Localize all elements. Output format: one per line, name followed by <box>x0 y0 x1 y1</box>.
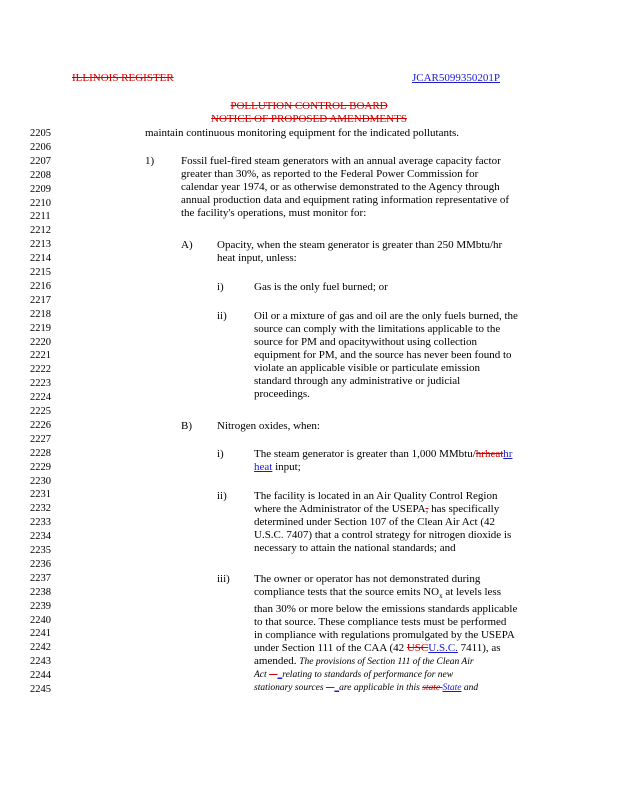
line-number: 2220 <box>30 336 51 348</box>
line-number: 2217 <box>30 294 51 306</box>
text-run: stationary sources <box>254 683 326 694</box>
line-number: 2224 <box>30 392 51 404</box>
item-b-iii-text <box>254 573 517 695</box>
item-1-text <box>181 155 509 220</box>
item-1-line: the facility's operations, must monitor for: <box>181 207 367 219</box>
text-run: 7407) that a control strategy for nitrogen dioxide is <box>283 529 512 541</box>
line-number: 2214 <box>30 253 51 265</box>
board-title: POLLUTION CONTROL BOARD <box>230 100 388 112</box>
deleted-text: , <box>425 503 429 515</box>
line-number: 2207 <box>30 155 51 167</box>
item-b-ii-label: ii) <box>217 490 227 502</box>
line-number: 2223 <box>30 378 51 390</box>
deleted-text: hrheat <box>475 448 504 460</box>
item-b-text: Nitrogen oxides, when: <box>217 420 320 432</box>
register-title: ILLINOIS REGISTER <box>72 72 174 84</box>
line-number: 2242 <box>30 642 51 654</box>
inserted-text: heat <box>254 461 273 473</box>
text-run: amended. <box>254 655 300 668</box>
item-a-ii-line: source for PM and opacitywithout using collection <box>254 336 478 348</box>
item-1-line: annual production data and equipment rating information representative of <box>181 194 510 206</box>
text-line: than 30% or more below the emissions standards applicable <box>254 603 518 616</box>
text-run: relating to standards of performance for new <box>282 670 454 681</box>
line-number: 2230 <box>30 475 51 487</box>
text-line: The facility is located in an Air Quality Control Region <box>254 490 498 502</box>
text-run: input; <box>272 461 301 473</box>
line-number: 2211 <box>30 211 51 223</box>
item-b-label: B) <box>181 420 192 432</box>
line-number: 2229 <box>30 461 51 473</box>
item-a-ii-line: source can comply with the limitations applicable to the <box>254 323 501 335</box>
notice-title: NOTICE OF PROPOSED AMENDMENTS <box>211 113 407 125</box>
line-number: 2228 <box>30 447 51 459</box>
line-number: 2210 <box>30 197 51 209</box>
inserted-text: hr <box>503 448 513 460</box>
deleted-text: state <box>422 683 443 694</box>
item-a-text <box>217 239 502 265</box>
line-number: 2215 <box>30 267 51 278</box>
line-number: 2219 <box>30 322 51 334</box>
inserted-text: State <box>442 683 462 694</box>
item-1-line: calendar year 1974, or as otherwise demonstrated to the Agency through <box>181 181 500 193</box>
line-number: 2222 <box>30 364 51 376</box>
text-line: determined under Section 107 of the Clean Air Act (42 <box>254 516 496 528</box>
line-number: 2244 <box>30 670 51 682</box>
line-number: 2208 <box>30 169 51 181</box>
text-line: to that source. These compliance tests must be performed <box>254 616 507 629</box>
item-b-iii-label: iii) <box>217 573 230 585</box>
line-number: 2213 <box>30 239 51 251</box>
item-a-ii-line: Oil or a mixture of gas and oil are the only fuels burned, the <box>254 310 518 322</box>
text-line: in compliance with regulations promulgated by the USEPA <box>254 629 515 642</box>
item-a-line: heat input, unless: <box>217 252 297 264</box>
line-number: 2205 <box>30 128 51 139</box>
text-run: compliance tests that the source emits NO <box>254 586 440 598</box>
text-run: where the Administrator of the USEPA <box>254 503 426 515</box>
item-b-ii-text <box>254 490 511 555</box>
inserted-mark: _ <box>277 670 283 681</box>
deleted-text: — <box>269 670 278 681</box>
line-number: 2232 <box>30 503 51 515</box>
deleted-text: — <box>325 683 335 694</box>
line-number: 2227 <box>30 433 51 445</box>
line-number: 2226 <box>30 419 51 431</box>
text-run: are applicable in this <box>339 683 423 694</box>
item-1-label: 1) <box>145 155 155 167</box>
line-number: 2235 <box>30 545 51 556</box>
line-number: 2240 <box>30 614 51 626</box>
item-a-ii-line: standard through any administrative or judicial <box>254 375 461 387</box>
item-b-i-label: i) <box>217 448 224 460</box>
line-number: 2236 <box>30 558 51 570</box>
line-number: 2221 <box>30 350 51 362</box>
inserted-text: U.S.C. <box>428 642 458 655</box>
item-a-line: Opacity, when the steam generator is greater than 250 MMbtu/hr <box>217 239 503 251</box>
inserted-mark: _ <box>334 683 340 694</box>
line-number: 2245 <box>30 684 51 695</box>
document-code: JCAR5099350201P <box>412 72 501 84</box>
line-number: 2241 <box>30 628 51 640</box>
text-run: 7411), as <box>457 642 501 655</box>
text-run: U.S.C <box>254 529 281 541</box>
line-number: 2209 <box>30 183 51 195</box>
italic-text: The provisions of Section 111 of the Clean Air <box>299 657 474 668</box>
item-a-ii-line: proceedings. <box>254 388 310 400</box>
line-number: 2234 <box>30 531 51 543</box>
item-a-ii-text <box>254 310 518 401</box>
line-number: 2212 <box>30 225 51 237</box>
item-a-ii-label: ii) <box>217 310 227 322</box>
line-number: 2239 <box>30 600 51 612</box>
line-number: 2243 <box>30 656 51 668</box>
line-number: 2216 <box>30 280 51 292</box>
text-run: and <box>461 683 479 694</box>
line-number: 2238 <box>30 586 51 598</box>
line-number: 2218 <box>30 308 51 320</box>
line-number: 2231 <box>30 489 51 501</box>
intro-line: maintain continuous monitoring equipment for the indicated pollutants. <box>145 127 460 139</box>
item-a-i-text: Gas is the only fuel burned; or <box>254 281 388 293</box>
deleted-text: USC <box>406 642 429 655</box>
text-run: Act <box>254 670 270 681</box>
subscript: x <box>439 592 443 601</box>
item-a-ii-line: violate an applicable visible or particulate emission <box>254 362 481 374</box>
deleted-mark: . <box>280 529 284 541</box>
item-a-label: A) <box>181 239 193 251</box>
line-number: 2206 <box>30 141 51 153</box>
text-run: under Section 111 of the CAA (42 <box>254 642 407 655</box>
item-1-line: Fossil fuel-fired steam generators with an annual average capacity factor <box>181 155 501 167</box>
item-1-line: greater than 30%, as reported to the Federal Power Commission for <box>181 168 479 180</box>
text-run: The steam generator is greater than 1,000 MMbtu/ <box>254 448 476 460</box>
item-a-ii-line: equipment for PM, and the source has never been found to <box>254 349 512 361</box>
line-number: 2225 <box>30 406 51 417</box>
text-run: has specifically <box>428 503 500 515</box>
item-b-i-text <box>254 448 512 474</box>
line-number: 2237 <box>30 572 51 584</box>
text-run: at levels less <box>442 586 501 598</box>
text-line: The owner or operator has not demonstrated during <box>254 573 481 585</box>
line-number: 2233 <box>30 517 51 529</box>
text-line: necessary to attain the national standards; and <box>254 542 456 554</box>
item-a-i-label: i) <box>217 281 224 293</box>
